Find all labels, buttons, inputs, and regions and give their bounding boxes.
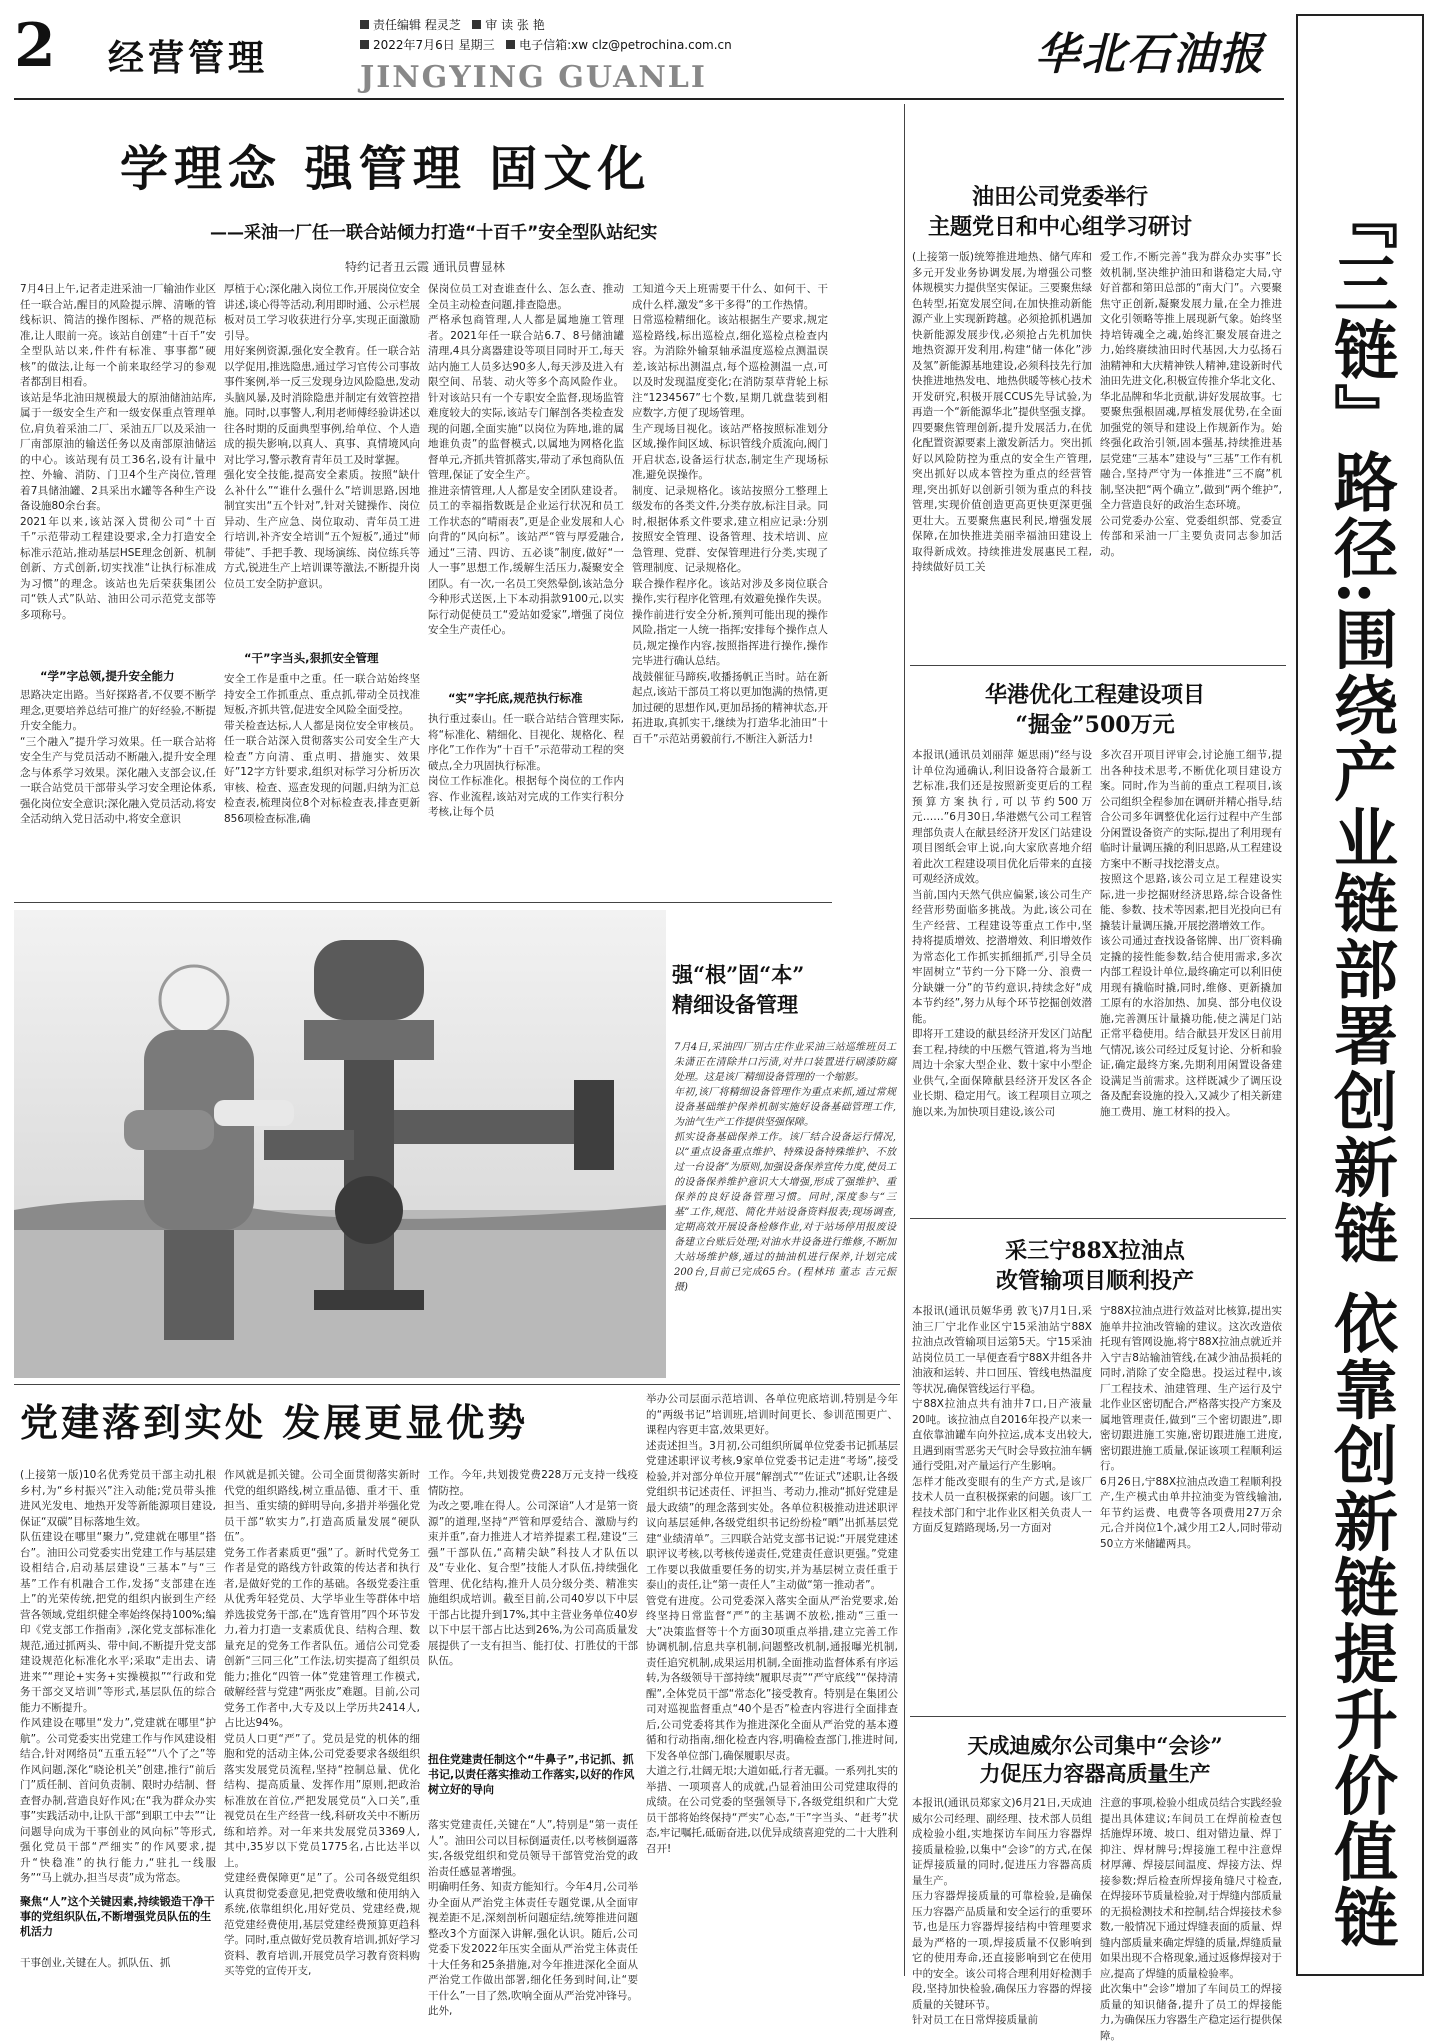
lead-col1b: 思路决定出路。当好探路者,不仅要不断学理念,更要培养总结可推广的好经验,不断提升安全能力。 “三个融入”提升学习效果。任一联合站将安全生产与党员活动不断融入,提升安全理念与体系学习效果。深化融入支部会议,任一联合站党员干部带头学习安全理论体系,强化岗位安全意识;深化融入党员活动,将安全活动纳入党日活动中,将安全意识 xyxy=(20,689,216,825)
lead-col4: 工知道今天上班需要干什么、如何干、干成什么样,激发“多干多得”的工作热情。 日常巡检精细化。该站根据生产要求,规定巡检路线,标出巡检点,细化巡检点检查内容。为消除外输泵轴承温度巡检点测温误差,该站标出测温点,每个巡检测温一点,可以及时发现温度变化;在消防泵草背轮上标注“1234567”七个数,星期几就盘装到相应数字,方便了现场管理。 生产现场目视化。该站严格按照标准划分区域,操作间区域、标识管线介质流向,阀门开启状态,设备运行状态,制定生产现场标准,避免误操作。 制度、记录规格化。该站按照分工整理上级发布的各类文件,分类存放,标注目录。同时,根据体系文件要求,建立相应记录:分别按照安全管理、设备管理、技术培训、应急管理、党群、安保管理进行分类,实现了管理制度、记录规格化。 联合操作程序化。该站对涉及多岗位联合操作,实行程序化管理,有效避免操作失误。操作前进行安全分析,预判可能出现的操作风险,指定一人统一指挥;安排每个操作点人员,规定操作内容,按照指挥进行操作,操作完毕进行确认总结。 战鼓催征马蹄疾,收播扬帆正当时。站在新起点,该站干部员工将以更加饱满的热情,更加过硬的思想作风,更加昂扬的精神状态,开拓进取,真抓实干,继续为打造华北油田“十百千”示范站勇毅前行,不断注入新活力! xyxy=(632,283,828,745)
bottom-col3b: 落实党建责任,关键在“人”,特别是“第一责任人”。油田公司以目标倒逼责任,以考核倒逼落实,各级党组织和党员领导干部管党治党的政治责任感显著增强。 明确明任务、知责方能知行。今年4月,公司举办全面从严治党主体责任专题党课,从全面审视差距不足,深刻剖析问题症结,统筹推进问题整改3个方面深入讲解,强化认识。随后,公司党委下发2022年压实全面从严治党主体责任十大任务和25条措施,对今年推进深化全面从严治党工作做出部署,细化任务到时间,让“要干什么”一目了然,吹响全面从严治党冲锋号。此外, xyxy=(428,1819,638,2017)
lead-subhead-2: “干”字当头,狠抓安全管理 xyxy=(244,651,379,665)
column-divider-right xyxy=(904,104,905,1976)
lead-subtitle: ——采油一厂任一联合站倾力打造“十百千”安全型队站纪实 xyxy=(210,223,658,243)
bottom-col1b: 干事创业,关键在人。抓队伍、抓 xyxy=(20,1957,171,1969)
lead-title: 学理念 强管理 固文化 xyxy=(120,141,652,197)
bottom-story-title: 党建落到实处 发展更显优势 xyxy=(20,1400,529,1445)
photo-story-title: 强“根”固“本” 精细设备管理 xyxy=(672,962,805,1017)
right-low-col1: 本报讯(通讯员姬华勇 敦飞)7月1日,采油三厂宁北作业区宁15采油站宁88X拉油点改管输项目运第5天。宁15采油站岗位员工一早便查看宁88X井组各井油液和运转、井口回压、管线电热温度等状况,确保管线运行平稳。 宁88X拉油点共有油井7口,日产液量20吨。该拉油点自2016年投产以来一直依靠油罐车向外拉运,成本支出较大,且遇到雨雪恶劣天气时会导致拉油车辆通行受阻,对产量运行产生影响。 怎样才能改变眼有的生产方式,是该厂技术人员一直积极探索的问题。该厂工程技术部门和宁北作业区相关负责人一方面反复踏路现场,另一方面对 xyxy=(912,1305,1092,1534)
bottom-col1: (上接第一版)10名优秀党员干部主动扎根乡村,为“乡村振兴”注入动能;党员带头推进风光发电、地热开发等新能源项目建设,保证“双碳”目标落地生效。 队伍建设在哪里“聚力”,党建就在哪里“搭台”。油田公司党委实出党建工作与基层建设相结合,启动基层建设“三基本”与“三基”工作有机融合工作,发扬“支部建在连上”的光荣传统,把党的组织内嵌到生产经营各领域,党组织健全率始终保持100%;编印《党支部工作指南》,深化党支部标准化规范,通过抓两头、带中间,不断提升党支部建设规范化标准化水平;采取“走出去、请进来”“理论+实务+实操模拟”“行政和党务干部交叉培训”等形式,基层队伍的综合能力不断提升。 作风建设在哪里“发力”,党建就在哪里“护航”。公司党委实出党建工作与作风建设相结合,针对网络员“五重五轻”“八个了之”等作风问题,深化“晓论机关”创建,推行“前后门”质任制、首问负责制、限时办结制、督查督办制,营造良好作风;在“我为群众办实事”实践活动中,让队干部“到职工中去”“让问题导向成为干事创业的风向标”等形式,强化党员干部“严细实”的作风要求,提升“快稳准”的执行能力,“驻扎一线服务”“马上就办,担当尽责”成为常态。 xyxy=(20,1469,216,1884)
right-top-title: 油田公司党委举行 主题党日和中心组学习研讨 xyxy=(927,184,1192,240)
side-banner-text: 『三链』路径:围绕产业链部署创新链 依靠创新链提升价值链 xyxy=(1323,185,1398,1951)
right-mid-col1: 本报讯(通讯员刘丽萍 姬思雨)“经与设计单位沟通确认,利旧设备符合最新工艺标准,我们还是按照新变更后的工程预算方案执行,可以节约500万元……”6月30日,华港燃气公司工程管理部负责人在献县经济开发区门站建设项目图纸会审上说,向大家欣喜地介绍着此次工程建设项目优化后带来的直接可观经济成效。 当前,国内天然气供应偏紧,该公司生产经营形势面临多挑战。为此,该公司在生产经营、工程建设等重点工作中,坚持将提质增效、挖潜增效、利旧增效作为常态化工作抓实抓细抓严,引导全员牢固树立“节约一分下降一分、浪费一分缺嫌一分”的节约意识,持续念好“成本节约经”,努力从每个环节挖掘创效潜能。 即将开工建设的献县经济开发区门站配套工程,持续的中压燃气管道,将为当地周边十余家大型企业、数十家中小型企业供气,全面保障献县经济开发区各企业长期、稳定用气。该工程项目立项之施以来,为加快项目建设,该公司 xyxy=(912,749,1092,1118)
right-mid-rule xyxy=(910,1218,1286,1219)
lead-col3: 保岗位员工对查谁查什么、怎么查、推动全员主动检查问题,排查隐患。 严格承包商管理,人人都是属地施工管理者。2021年任一联合站6.7、8号储油罐清理,4具分离器建设等项目同时开工,每天站内施工人员多达90多人,每天涉及进入有限空间、吊装、动火等多个高风险作业。针对该站只有一个专职安全监督,现场监管难度较大的实际,该站专门解剖各类检查发现的问题,全面实施“以岗位为阵地,谁的属地谁负责”的监督模式,以属地为网格化监督单元,齐抓共管抓落实,带动了承包商队伍管理,保证了安全生产。 推进亲情管理,人人都是安全团队建设者。员工的幸福指数既是企业运行状况和员工工作状态的“晴雨表”,更是企业发展和人心向背的“风向标”。该站严“管与厚爱融合,通过“三清、四访、五必谈”制度,做好“一人一事”思想工作,缓解生活压力,凝聚安全团队。有一次,一名员工突然晕倒,该站急分今种形式送医,上下本动捐款9100元,以实际行动促使员工“爱站如爱家”,增强了岗位安全生产责任心。 xyxy=(428,283,624,636)
bottom-col4: 举办公司层面示范培训、各单位兜底培训,特别是今年的“两级书记”培训班,培训时间更长、参训范围更广、课程内容更丰富,效果更好。 述责述担当。3月初,公司组织所属单位党委书记抓基层党建述职评议考核,9家单位党委书记走进“考场”,接受检验,并对部分单位开展“解剖式”“佐证式”述职,让各级党组织书记述责任、评担当、考动力,推动“抓好党建是最大政绩”的理念落到实处。各单位积极推动进述职评议向基层延伸,各级党组织书记纷纷检“晒”出抓基层党建“业绩清单”。三四联合站党支部书记说:“开展党建述职评议考核,以考核传递责任,党建责任意识更强。”党建工作要以我做重要任务的切实,并为基层树立责任重于泰山的责任,让“第一责任人”主动做“第一推动者”。 管党有进度。公司党委深入落实全面从严治党要求,始终坚持日常监督“严”的主基调不放松,推动“三重一大”决策监督等十个方面30项重点举措,建立完善工作协调机制,信息共享机制,问题整改机制,通报曝光机制,责任追究机制,成果运用机制,全面推动监督体系有序运转,为各级领导干部持续“履职尽责”“严守底线”“保持清醒”,全体党员干部“常态化”接受教育。特别是在集团公司对巡视监督重点“40个是否”检查内容进行全面排查后,公司党委将其作为推进深化全面从严治党的基本遵循和行动指南,细化检查内容,明确检查部门,推进时间,下发各单位部门,确保履职尽责。 大道之行,壮阔无垠;大道如砥,行者无疆。一系列扎实的举措、一项项喜人的成就,凸显着油田公司党建取得的成绩。在公司党委的坚强领导下,各级党组织和广大党员干部将始终保持“严实”心态,“干”字当头、“赶考”状态,牢记嘱托,砥砺奋进,以优异成绩喜迎党的二十大胜利召开! xyxy=(646,1393,898,1855)
right-low-title: 采三宁88X拉油点 改管输项目顺利投产 xyxy=(995,1238,1194,1294)
lead-subhead-1: “学”字总领,提升安全能力 xyxy=(40,669,175,683)
bottom-subhead-3: 扭住党建责任制这个“牛鼻子”,书记抓、抓书记,以责任落实推动工作落实,以好的作风树立好的导向 xyxy=(428,1753,635,1796)
right-low-rule xyxy=(910,1716,1286,1717)
section-title: 经营管理 xyxy=(108,37,269,79)
lead-col3b: 执行重过泰山。任一联合站结合管理实际,将“标准化、精细化、目视化、规格化、程序化”工作作为“十百千”示范带动工程的突破点,全力巩固执行标准。 岗位工作标准化。根据每个岗位的工作内容、作业流程,该站对完成的工作实行积分考核,让每个员 xyxy=(428,713,624,818)
section-pinyin: JINGYING GUANLI xyxy=(360,60,707,95)
lead-bottom-rule xyxy=(14,902,832,903)
right-mid-col2: 多次召开项目评审会,讨论施工细节,提出各种技术思考,不断优化项目建设方案。同时,作为当前的重点工程项目,该公司组织全程参加在调研并精心指导,结合公司多年调整优化运行过程中产生部分闲置设备资产的实际,提出了利用现有临时计量调压撬的利旧思路,从工程建设方案中不断寻找挖潜支点。 按照这个思路,该公司立足工程建设实际,进一步挖掘财经济思路,综合设备性能、参数、技术等因素,把目光投向已有撬装计量调压撬,开展挖潜增效工作。 该公司通过查找设备铭牌、出厂资料确定撬的接性能参数,结合使用需求,多次内部工程设计单位,最终确定可以利旧使用现有撬临时撬,同时,维修、更新撬加工原有的水浴加热、加臭、部分电仪设施,完善测压计量撬功能,使之满足门站正常平稳使用。结合献县开发区日前用气情况,该公司经过反复讨论、分析和验证,确定最终方案,先期利用闲置设备建设满足当前需求。这样既减少了调压设备及配套设施的投入,又减少了相关新建施工费用、施工材料的投入。 xyxy=(1100,749,1282,1118)
photo-story-text: 7月4日,采油四厂别古庄作业采油三站巡维班员工朱潇正在清除井口污渍,对井口装置进行刷漆防腐处理。这是该厂精细设备管理的一个缩影。 年初,该厂将精细设备管理作为重点来抓,通过常规设备基础维护保养机制实施好设备基础管理工作,为油气生产工作提供坚强保障。 抓实设备基础保养工作。该厂结合设备运行情况,以“重点设备重点维护、特殊设备特殊维护、不放过一台设备”为原则,加强设备保养宣传力度,使员工的设备保养维护意识大大增强,形成了强维护、重保养的良好设备管理习惯。同时,深度参与“三基”工作,规范、简化井站设备资料报表;现场调查,定期高效开展设备检修作业,对于站场停用报废设备建立台账后处理;对油水井设备进行维修,不断加大站场维护修,通过的抽油机进行保养,计划完成200台,目前已完成65台。(程林玮 董志 吉元振 摄) xyxy=(674,1042,896,1293)
bottom-col2: 作风就是抓关键。公司全面贯彻落实新时代党的组织路线,树立重品德、重才干、重担当、重实绩的鲜明导向,多措并举强化党员干部“软实力”,打造高质量发展“硬队伍”。 党务工作者素质更“强”了。新时代党务工作者是党的路线方针政策的传达者和执行者,是做好党的工作的基础。各级党委注重从优秀年轻党员、大学毕业生等群体中培养选拔党务干部,在“选育管用”四个环节发力,着力打造一支素质优良、结构合理、数量充足的党务工作者队伍。通信公司党委创新“三同三化”工作法,切实提高了组织员能力;推化“四管一体”党建管理工作模式,破解经营与党建“两张皮”难题。目前,公司党务工作者中,大专及以上学历共2414人,占比达94%。 党员人口更“严”了。党员是党的机体的细胞和党的活动主体,公司党委要求各级组织落实发展党员流程,坚持“控制总量、优化结构、提高质量、发挥作用”原则,把政治标准放在首位,严把发展党员“入口关”,重视党员在生产经营一线,科研攻关中不断历练和培养。对一年来共发展党员3369人,其中,35岁以下党员1775名,占比达半以上。 党建经费保障更“足”了。公司各级党组织认真贯彻党委意见,把党费收缴和使用纳入系统,依靠组织化,用好党员、党建经费,规范党建经费使用,基层党建经费预算更趋科学。同时,重点做好党员教育培训,抓好学习资料、教育培训,开展党员学习教育资料购买等党的宣传开支, xyxy=(224,1469,420,1977)
reviewer: 审 读 张 艳 xyxy=(485,18,545,32)
lead-col1: 7月4日上午,记者走进采油一厂输油作业区任一联合站,醒目的风险提示牌、清晰的管线标识、简洁的操作图标、严格的规范标准,让人眼前一亮。该站自创建“十百千”安全型队站以来,件件有标准、事事都“硬核”的做法,让每一个前来取经学习的参观者都刮目相看。 该站是华北油田规模最大的原油储油站库,属于一级安全生产和一级安保重点管理单位,肩负着采油二厂、采油五厂以及采油一厂南部原油的输送任务以及南部原油储运的中心。该站现有员工36名,设有计量中控、外输、消防、门卫4个生产岗位,管理着7具储油罐、2具采出水罐等各种生产设备设施80余台套。 2021年以来,该站深入贯彻公司“十百千”示范带动工程建设要求,全力打造安全标准示范站,推动基层HSE理念创新、机制创新、方式创新,切实找准“让执行标准成为习惯”的理念。该站也先后荣获集团公司“铁人式”队站、油田公司示范党支部等多项称号。 xyxy=(20,283,216,621)
right-bottom-title: 天成迪威尔公司集中“会诊” 力促压力容器高质量生产 xyxy=(967,1733,1223,1786)
right-bottom-col1: 本报讯(通讯员郑家文)6月21日,天成迪威尔公司经理、副经理、技术部人员组成检验小组,实地探访车间压力容器焊接质量检验,以集中“会诊”的方式,在保证焊接质量的同时,促进压力容器高质量生产。 压力容器焊接质量的可靠检验,是确保压力容器产品质量和安全运行的重要环节,也是压力容器焊接结构中管理要求最为严格的一项,焊接质量不仅影响到它的使用寿命,还直接影响到它在使用中的安全。该公司将合理利用好检测手段,坚持加快检验,确保压力容器的焊接质量的关键环节。 针对员工在日常焊接质量前 xyxy=(912,1797,1092,2026)
right-bottom-col2: 注意的事项,检验小组成员结合实践经验提出具体建议;车间员工在焊前检查包括施焊环境、坡口、组对错边量、焊丁抑注、焊材牌号;焊接施工程中注意焊材厚薄、焊接层间温度、焊接方法、焊接参数;焊后检查所焊接角缝尺寸检查,在焊接环节质量检验,对于焊缝内部质量的无损检测技术和控制,结合焊接技术参数,一般情况下通过焊缝表面的质量、焊缝内部质量来确定焊缝的质量,焊缝质量如果出现不合格现象,通过返修焊接对于应,提高了焊缝的质量检验率。 此次集中“会诊”增加了车间员工的焊接质量的知识储备,提升了员工的焊接能力,为确保压力容器生产稳定运行提供保障。 xyxy=(1100,1797,1282,2042)
right-low-col2: 宁88X拉油点进行效益对比核算,提出实施单井拉油改管输的建议。这次改造依托现有管网设施,将宁88X拉油点就近并入宁吉8站输油管线,在减少油品损耗的同时,消除了安全隐患。投运过程中,该厂工程技术、油建管理、生产运行及宁北作业区密切配合,严格落实投产方案及属地管理责任,做到“三个密切跟进”,即密切跟进施工实施,密切跟进施工进度,密切跟进施工质量,保证该项工程顺利运行。 6月26日,宁88X拉油点改造工程顺利投产,生产模式由单井拉油变为管线输油,年节约运费、电费等各项费用27万余元,合并岗位1个,减少用工2人,同时带动50立方米储罐两具。 xyxy=(1100,1305,1282,1550)
lead-col2: 厚植于心;深化融入岗位工作,开展岗位安全讲述,谈心得等活动,利用即时通、公示栏展板对员工学习收获进行分享,实现正面激励引导。 用好案例资源,强化安全教育。任一联合站以学促用,推选隐患,通过学习官传公司事故事件案例,举一反三发现身边风险隐患,发动头脑风暴,及时消除隐患并制定有效管控措施。同时,以事警人,利用老师傅经验讲述以往各时期的反面典型事例,给单位、个人造成的损失影响,以真人、真事、真情境风向对比学习,警示教育青年员工及时掌握。 强化安全技能,提高安全素质。按照“缺什么补什么”“谁什么强什么”培训思路,因地制宜实出“五个针对”,针对关键操作、岗位异动、生产应急、岗位取动、青年员工进行培训,补齐安全培训“五个短板”,通过“师带徒”、手把手教、现场演练、岗位练兵等方式,锐进生产上培训课等激法,不断提升岗位员工安全防护意识。 xyxy=(224,283,420,590)
worker-photo xyxy=(14,910,666,1378)
bottom-col3: 工作。今年,共划拨党费228万元支持一线疫情防控。 为改之要,唯在得人。公司深谙“人才是第一资源”的道理,坚持“严管和厚爱结合、激励与约束并重”,奋力推进人才培养提素工程,建设“三强”干部队伍,“高精尖缺”科技人才队伍以及“专业化、复合型”技能人才队伍,持续强化管理、优化结构,推升人员分级分类、精准实施组织成培训。截至目前,公司40岁以下中层干部占比提升到17%,其中主营业务单位40岁以下中层干部占比达到26%,为公司高质量发展提供了一支有担当、能打仗、打胜仗的干部队伍。 xyxy=(428,1469,638,1667)
lead-subhead-3: “实”字托底,规范执行标准 xyxy=(448,691,583,705)
email: 电子信箱:xw clz@petrochina.com.cn xyxy=(519,38,732,52)
bottom-subhead-1: 聚焦“人”这个关键因素,持续锻造干净干事的党组织队伍,不断增强党员队伍的生机活力 xyxy=(20,1895,215,1938)
newspaper-logo: 华北石油报 xyxy=(1035,29,1265,80)
right-mid-title: 华港优化工程建设项目 “掘金”500万元 xyxy=(984,682,1205,738)
worker-photo-illustration xyxy=(14,910,666,1378)
lead-col2b: 安全工作是重中之重。任一联合站始终坚持安全工作抓重点、重点抓,带动全员找准短板,齐抓共管,促进安全风险全面受控。 带关检查达标,人人都是岗位安全审核员。任一联合站深入贯彻落实公司安全生产大检查”方向清、重点明、措施实、效果好”12字方针要求,组织对标学习分析历次审核、检查、巡查发现的问题,归纳为汇总检查表,梳理岗位8个对标检查表,排查更新856项检查标准,确 xyxy=(224,673,420,825)
right-top-col2: 爱工作,不断完善“我为群众办实事”长效机制,坚决维护油田和谐稳定大局,守好首都和第田总部的“南大门”。六要聚焦守正创新,凝聚发展力量,在全力推进文化引领略等推上展现新气象。始终坚持培铸魂全之魂,始终汇聚发展奋进之力,始终赓续油田时代基因,大力弘扬石油精神和大庆精神铁人精神,建设新时代油田先进文化,积极宣传推介华北文化、华北品牌和华北贡献,讲好发展故事。七要聚焦强根固魂,厚植发展优势,在全面加强党的领导和建设上作规新作为。始终强化政治引领,固本强基,持续推进基层党建“三基本”建设与“三基”工作有机融合,坚持严守为一体推进“三不腐”机制,坚决把“两个确立”,做到“两个维护”,全力营造良好的政治生态环境。 公司党委办公室、党委组织部、党委宣传部和采油一厂主要负责同志参加活动。 xyxy=(1100,251,1282,558)
page-number: 2 xyxy=(14,11,56,81)
right-top-col1: (上接第一版)统筹推进地热、储气库和多元开发业务协调发展,为增强公司整体规模实力提供坚实保证。三要聚焦绿色转型,拓宽发展空间,在加快推动新能源产业上实现新跨越。必须抢抓机遇加快新能源发展步伐,必须抢占先机加快地热资源开发利用,构建“储一体化”涉及氢”新能源基地建设,必须科技先行加快推进地热发电、地热供暖等核心技术开发研究,积极开展CCUS先导试验,为再造一个“新能源华北”提供坚强支撑。四要聚焦管理创新,提升发展活力,在优化配置资源要素上激发新活力。突出抓好以风险防控为重点的安全生产管理,突出抓好以成本管控为重点的经营管理,突出抓好以创新引领为重点的科技管理,实现价值创造更高更快更深更强更壮大。五要聚焦惠民利民,增强发展保障,在加快推进美丽幸福油田建设上取得新成效。持续推进发展惠民工程,持续做好员工关 xyxy=(912,251,1092,573)
bottom-top-rule xyxy=(14,1384,900,1385)
issue-date: 2022年7月6日 星期三 xyxy=(373,38,495,52)
lead-byline: 特约记者丑云霞 通讯员曹显林 xyxy=(345,260,505,274)
editor-info xyxy=(360,15,732,55)
masthead-rule xyxy=(14,98,1284,100)
right-top-rule xyxy=(910,665,1286,666)
editor: 责任编辑 程灵芝 xyxy=(373,18,461,32)
